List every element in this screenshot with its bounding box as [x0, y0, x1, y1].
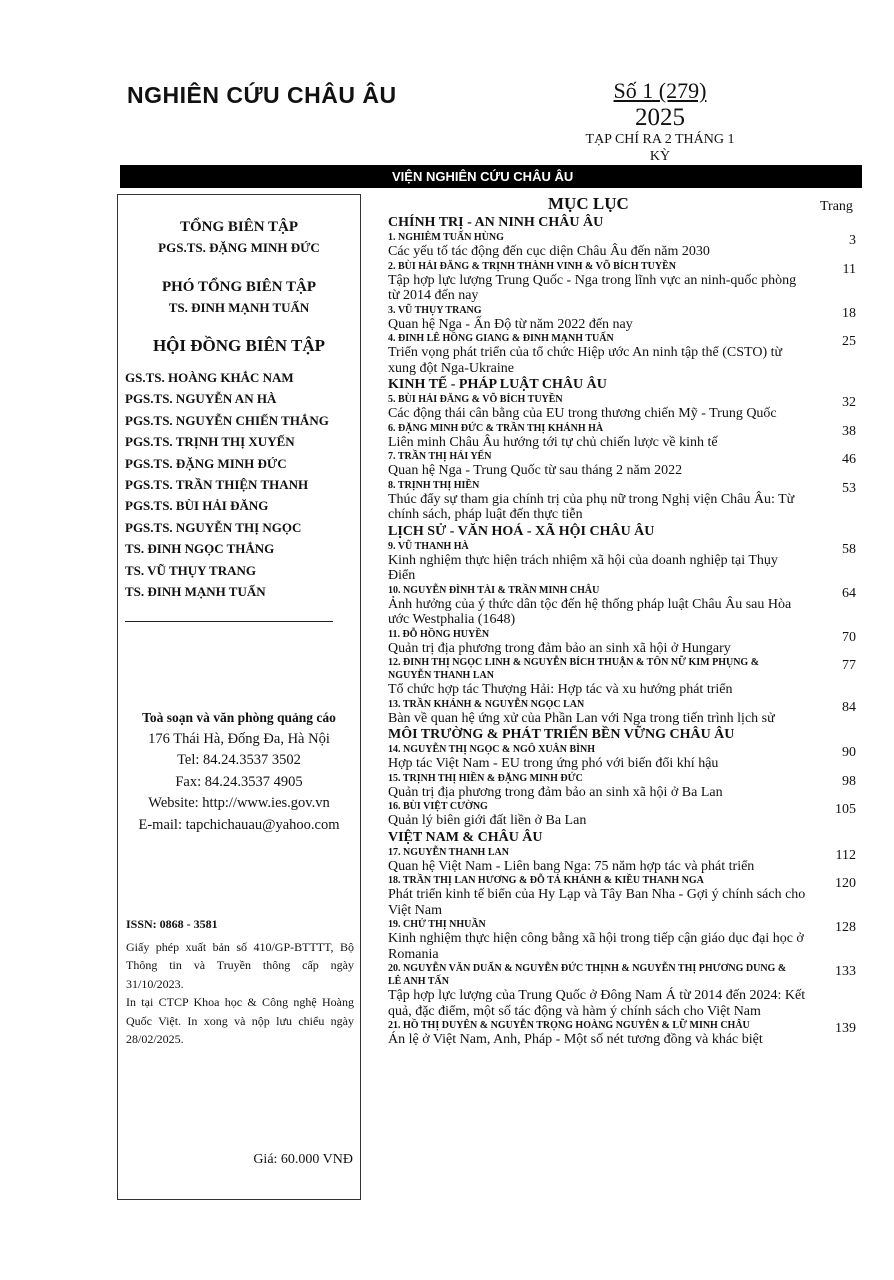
toc-entry-title: Ảnh hưởng của ý thức dân tộc đến hệ thống pháp luật Châu Âu sau Hòa ước Westphalia (1648)	[388, 596, 792, 627]
toc-entry-authors: 17. NGUYỄN THANH LAN	[388, 846, 509, 858]
sidebar-divider	[125, 621, 333, 622]
office-tel: Tel: 84.24.3537 3502	[177, 752, 301, 768]
board-member: PGS.TS. NGUYỄN AN HÀ	[125, 391, 277, 407]
deputy-editor: TS. ĐINH MẠNH TUẤN	[168, 300, 310, 315]
board-member: PGS.TS. TRẦN THIỆN THANH	[125, 476, 309, 492]
toc-entry-page: 3	[849, 233, 856, 248]
toc-entry-page: 112	[835, 847, 856, 863]
toc-entry-title: Bàn về quan hệ ứng xử của Phần Lan với Nga trong tiến trình lịch sử	[388, 710, 775, 726]
board-member: GS.TS. HOÀNG KHẮC NAM	[125, 370, 294, 385]
toc-entry[interactable]	[388, 846, 862, 875]
toc-entry[interactable]	[388, 422, 862, 451]
journal-title: NGHIÊN CỨU CHÂU ÂU	[127, 82, 397, 108]
board-member: PGS.TS. TRỊNH THỊ XUYẾN	[125, 434, 295, 450]
toc-entry[interactable]	[388, 540, 862, 584]
toc-entry-title: Quản trị địa phương trong đảm bảo an sinh xã hội ở Hungary	[388, 640, 731, 656]
deputy-editor-title: PHÓ TỔNG BIÊN TẬP	[161, 279, 317, 295]
board-title: HỘI ĐỒNG BIÊN TẬP	[152, 336, 326, 355]
toc-entry-title: Quản trị địa phương trong đảm bảo an sinh xã hội ở Ba Lan	[388, 784, 723, 800]
toc-entry[interactable]	[388, 628, 862, 657]
toc-entry-page: 105	[835, 802, 856, 817]
board-member: PGS.TS. NGUYỄN THỊ NGỌC	[125, 519, 302, 535]
toc-entry-authors: 15. TRỊNH THỊ HIỀN & ĐẶNG MINH ĐỨC	[388, 772, 583, 784]
toc-entry[interactable]	[388, 772, 862, 801]
toc-section-title: LỊCH SỬ - VĂN HOÁ - XÃ HỘI CHÂU ÂU	[388, 523, 655, 539]
toc-entry-page: 120	[835, 876, 856, 891]
toc-entry-authors: 1. NGHIÊM TUẤN HÙNG	[388, 232, 504, 243]
toc-entry[interactable]	[388, 1019, 862, 1048]
toc-section-title: CHÍNH TRỊ - AN NINH CHÂU ÂU	[388, 215, 604, 230]
editorial-sidebar	[117, 194, 361, 1200]
toc-entry-title: Kinh nghiệm thực hiện trách nhiệm xã hội của doanh nghiệp tại Thụy Điển	[388, 552, 778, 583]
toc-entry[interactable]	[388, 393, 862, 422]
toc-entry-title: Các động thái cân bằng của EU trong thương chiến Mỹ - Trung Quốc	[388, 406, 777, 421]
office-fax: Fax: 84.24.3537 4905	[175, 773, 303, 790]
board-member: TS. ĐINH MẠNH TUẤN	[125, 583, 266, 599]
toc-entry-page: 53	[842, 480, 856, 496]
toc-entry-page: 133	[835, 964, 856, 979]
toc-entry-title: Hợp tác Việt Nam - EU trong ứng phó với biến đổi khí hậu	[388, 756, 719, 771]
table-of-contents	[388, 214, 862, 1048]
toc-entry-page: 38	[842, 423, 856, 439]
toc-entry-title: Liên minh Châu Âu hướng tới tự chủ chiến lược về kinh tế	[388, 434, 718, 450]
toc-entry-page: 46	[842, 452, 856, 467]
toc-section-title: VIỆT NAM & CHÂU ÂU	[388, 829, 543, 845]
toc-entry[interactable]	[388, 304, 862, 333]
toc-entry-page: 58	[842, 541, 856, 557]
office-email: E-mail: tapchichauau@yahoo.com	[138, 816, 340, 833]
toc-entry-title: Tập hợp lực lượng Trung Quốc - Nga trong lĩnh vực an ninh-quốc phòng từ 2014 đến nay	[388, 272, 797, 303]
toc-entry[interactable]	[388, 479, 862, 523]
toc-entry[interactable]	[388, 874, 862, 918]
issue-year: 2025	[635, 104, 685, 131]
toc-section-title: KINH TẾ - PHÁP LUẬT CHÂU ÂU	[388, 377, 607, 392]
board-list	[125, 367, 329, 602]
toc-entry-title: Quan hệ Việt Nam - Liên bang Nga: 75 năm hợp tác và phát triển	[388, 858, 755, 874]
toc-entry-title: Quan hệ Nga - Trung Quốc từ sau tháng 2 năm 2022	[388, 463, 683, 478]
toc-entry-title: Tổ chức hợp tác Thượng Hải: Hợp tác và xu hướng phát triển	[388, 682, 733, 697]
toc-entry-title: Quan hệ Nga - Ấn Độ từ năm 2022 đến nay	[388, 316, 633, 332]
toc-section-title: MÔI TRƯỜNG & PHÁT TRIỂN BỀN VỮNG CHÂU ÂU	[388, 727, 735, 742]
toc-entry-authors: 21. HỒ THỊ DUYÊN & NGUYỄN TRỌNG HOÀNG NGUYÊN & LỮ MINH CHÂU	[388, 1020, 750, 1031]
board-member: TS. ĐINH NGỌC THẮNG	[125, 541, 275, 557]
toc-entry-authors: 14. NGUYỄN THỊ NGỌC & NGÔ XUÂN BÌNH	[388, 744, 596, 755]
toc-entry-authors: 20. NGUYỄN VĂN DUẨN & NGUYỄN ĐỨC THỊNH & NGUYỄN THỊ PHƯƠNG DUNG & LÊ ANH TẤN	[388, 963, 787, 987]
toc-entry-authors: 9. VŨ THANH HÀ	[388, 540, 469, 552]
issue-number: Số 1 (279)	[613, 78, 707, 103]
toc-entry[interactable]	[388, 962, 862, 1019]
toc-entry-page: 84	[842, 699, 856, 715]
license-text: Giấy phép xuất bản số 410/GP-BTTTT, Bộ Thông tin và Truyền thông cấp ngày 31/10/2023.	[126, 939, 354, 991]
board-member: PGS.TS. BÙI HẢI ĐĂNG	[125, 498, 269, 514]
toc-entry[interactable]	[388, 231, 862, 260]
toc-entry-authors: 11. ĐỖ HỒNG HUYỀN	[388, 628, 490, 640]
board-member: TS. VŨ THỤY TRANG	[125, 562, 256, 578]
office-website: Website: http://www.ies.gov.vn	[148, 795, 330, 811]
board-member: PGS.TS. ĐẶNG MINH ĐỨC	[125, 455, 287, 471]
toc-entry-title: Phát triển kinh tế biển của Hy Lạp và Tây Ban Nha - Gợi ý chính sách cho Việt Nam	[388, 887, 806, 918]
toc-entry-authors: 7. TRẦN THỊ HẢI YẾN	[388, 451, 492, 462]
toc-entry-page: 77	[842, 658, 856, 673]
toc-entry[interactable]	[388, 918, 862, 962]
office-title: Toà soạn và văn phòng quảng cáo	[142, 710, 336, 725]
toc-entry-title: Các yếu tố tác động đến cục diện Châu Âu đến năm 2030	[388, 244, 710, 259]
toc-entry-page: 98	[842, 773, 856, 789]
toc-entry-authors: 6. ĐẶNG MINH ĐỨC & TRẦN THỊ KHÁNH HÀ	[388, 422, 604, 434]
editor-in-chief-title: TỔNG BIÊN TẬP	[179, 219, 299, 235]
toc-entry-page: 70	[842, 629, 856, 645]
office-info	[118, 707, 360, 836]
toc-entry-authors: 13. TRẦN KHÁNH & NGUYỄN NGỌC LAN	[388, 698, 585, 710]
toc-entry-authors: 5. BÙI HẢI ĐĂNG & VÕ BÍCH TUYỀN	[388, 394, 563, 405]
toc-entry[interactable]	[388, 332, 862, 376]
toc-entry-title: Quản lý biên giới đất liền ở Ba Lan	[388, 813, 587, 828]
toc-entry-page: 25	[842, 334, 856, 349]
toc-entry-authors: 10. NGUYỄN ĐÌNH TÀI & TRẦN MINH CHÂU	[388, 584, 600, 596]
toc-entry-page: 11	[842, 261, 856, 277]
issue-frequency: TẠP CHÍ RA 2 THÁNG 1 KỲ	[585, 132, 735, 164]
toc-entry-title: Án lệ ở Việt Nam, Anh, Pháp - Một số nét tương đồng và khác biệt	[388, 1032, 763, 1047]
toc-entry-title: Tập hợp lực lượng của Trung Quốc ở Đông Nam Á từ 2014 đến 2024: Kết quả, đặc điểm, một số tác động và hàm ý chính sách cho Việt Nam	[388, 988, 806, 1019]
toc-entry-page: 128	[835, 920, 856, 935]
toc-entry-authors: 8. TRỊNH THỊ HIỀN	[388, 479, 480, 491]
toc-entry-page: 139	[835, 1021, 856, 1036]
toc-entry[interactable]	[388, 584, 862, 628]
toc-entry-title: Triển vọng phát triển của tổ chức Hiệp ước An ninh tập thể (CSTO) từ xung đột Nga-Ukraine	[388, 345, 783, 376]
toc-entry-authors: 18. TRẦN THỊ LAN HƯƠNG & ĐỖ TÁ KHÁNH & KIỀU THANH NGA	[388, 875, 704, 886]
toc-entry[interactable]	[388, 260, 862, 304]
toc-entry-title: Thúc đẩy sự tham gia chính trị của phụ nữ trong Nghị viện Châu Âu: Từ chính sách, pháp luật đến thực tiễn	[388, 491, 795, 522]
toc-entry-authors: 2. BÙI HẢI ĐĂNG & TRỊNH THÀNH VINH & VÕ BÍCH TUYỀN	[388, 260, 677, 272]
board-member: PGS.TS. NGUYỄN CHIẾN THẮNG	[125, 412, 329, 428]
toc-entry-page: 90	[842, 745, 856, 760]
issn: ISSN: 0868 - 3581	[126, 917, 218, 931]
price: Giá: 60.000 VNĐ	[253, 1152, 353, 1167]
toc-entry-page: 32	[842, 395, 856, 410]
editor-in-chief: PGS.TS. ĐẶNG MINH ĐỨC	[158, 240, 320, 255]
legal-info	[126, 915, 354, 1049]
toc-entry[interactable]	[388, 743, 862, 772]
toc-entry-authors: 16. BÙI VIỆT CƯỜNG	[388, 801, 488, 812]
toc-entry-authors: 19. CHỬ THỊ NHUẦN	[388, 919, 486, 930]
toc-title: MỤC LỤC	[548, 194, 629, 213]
toc-entry-authors: 4. ĐINH LÊ HỒNG GIANG & ĐINH MẠNH TUẤN	[388, 333, 614, 344]
institute-banner	[120, 165, 862, 188]
toc-entry-authors: 3. VŨ THỤY TRANG	[388, 304, 482, 316]
printing-text: In tại CTCP Khoa học & Công nghệ Hoàng Quốc Việt. In xong và nộp lưu chiểu ngày 28/02/2025.	[126, 995, 354, 1046]
toc-entry[interactable]	[388, 698, 862, 727]
page-column-label: Trang	[820, 199, 853, 214]
institute-name: VIỆN NGHIÊN CỨU CHÂU ÂU	[392, 169, 574, 184]
toc-entry[interactable]	[388, 800, 862, 829]
office-address: 176 Thái Hà, Đống Đa, Hà Nội	[148, 730, 330, 747]
toc-entry-page: 64	[842, 585, 856, 601]
toc-entry-title: Kinh nghiệm thực hiện công bằng xã hội trong tiếp cận giáo dục đại học ở Romania	[388, 931, 804, 962]
toc-entry[interactable]	[388, 656, 862, 698]
toc-entry-page: 18	[842, 305, 856, 321]
toc-entry-authors: 12. ĐINH THỊ NGỌC LINH & NGUYỄN BÍCH THUẬN & TÔN NỮ KIM PHỤNG & NGUYỄN THANH LAN	[388, 657, 760, 681]
toc-entry[interactable]	[388, 450, 862, 479]
